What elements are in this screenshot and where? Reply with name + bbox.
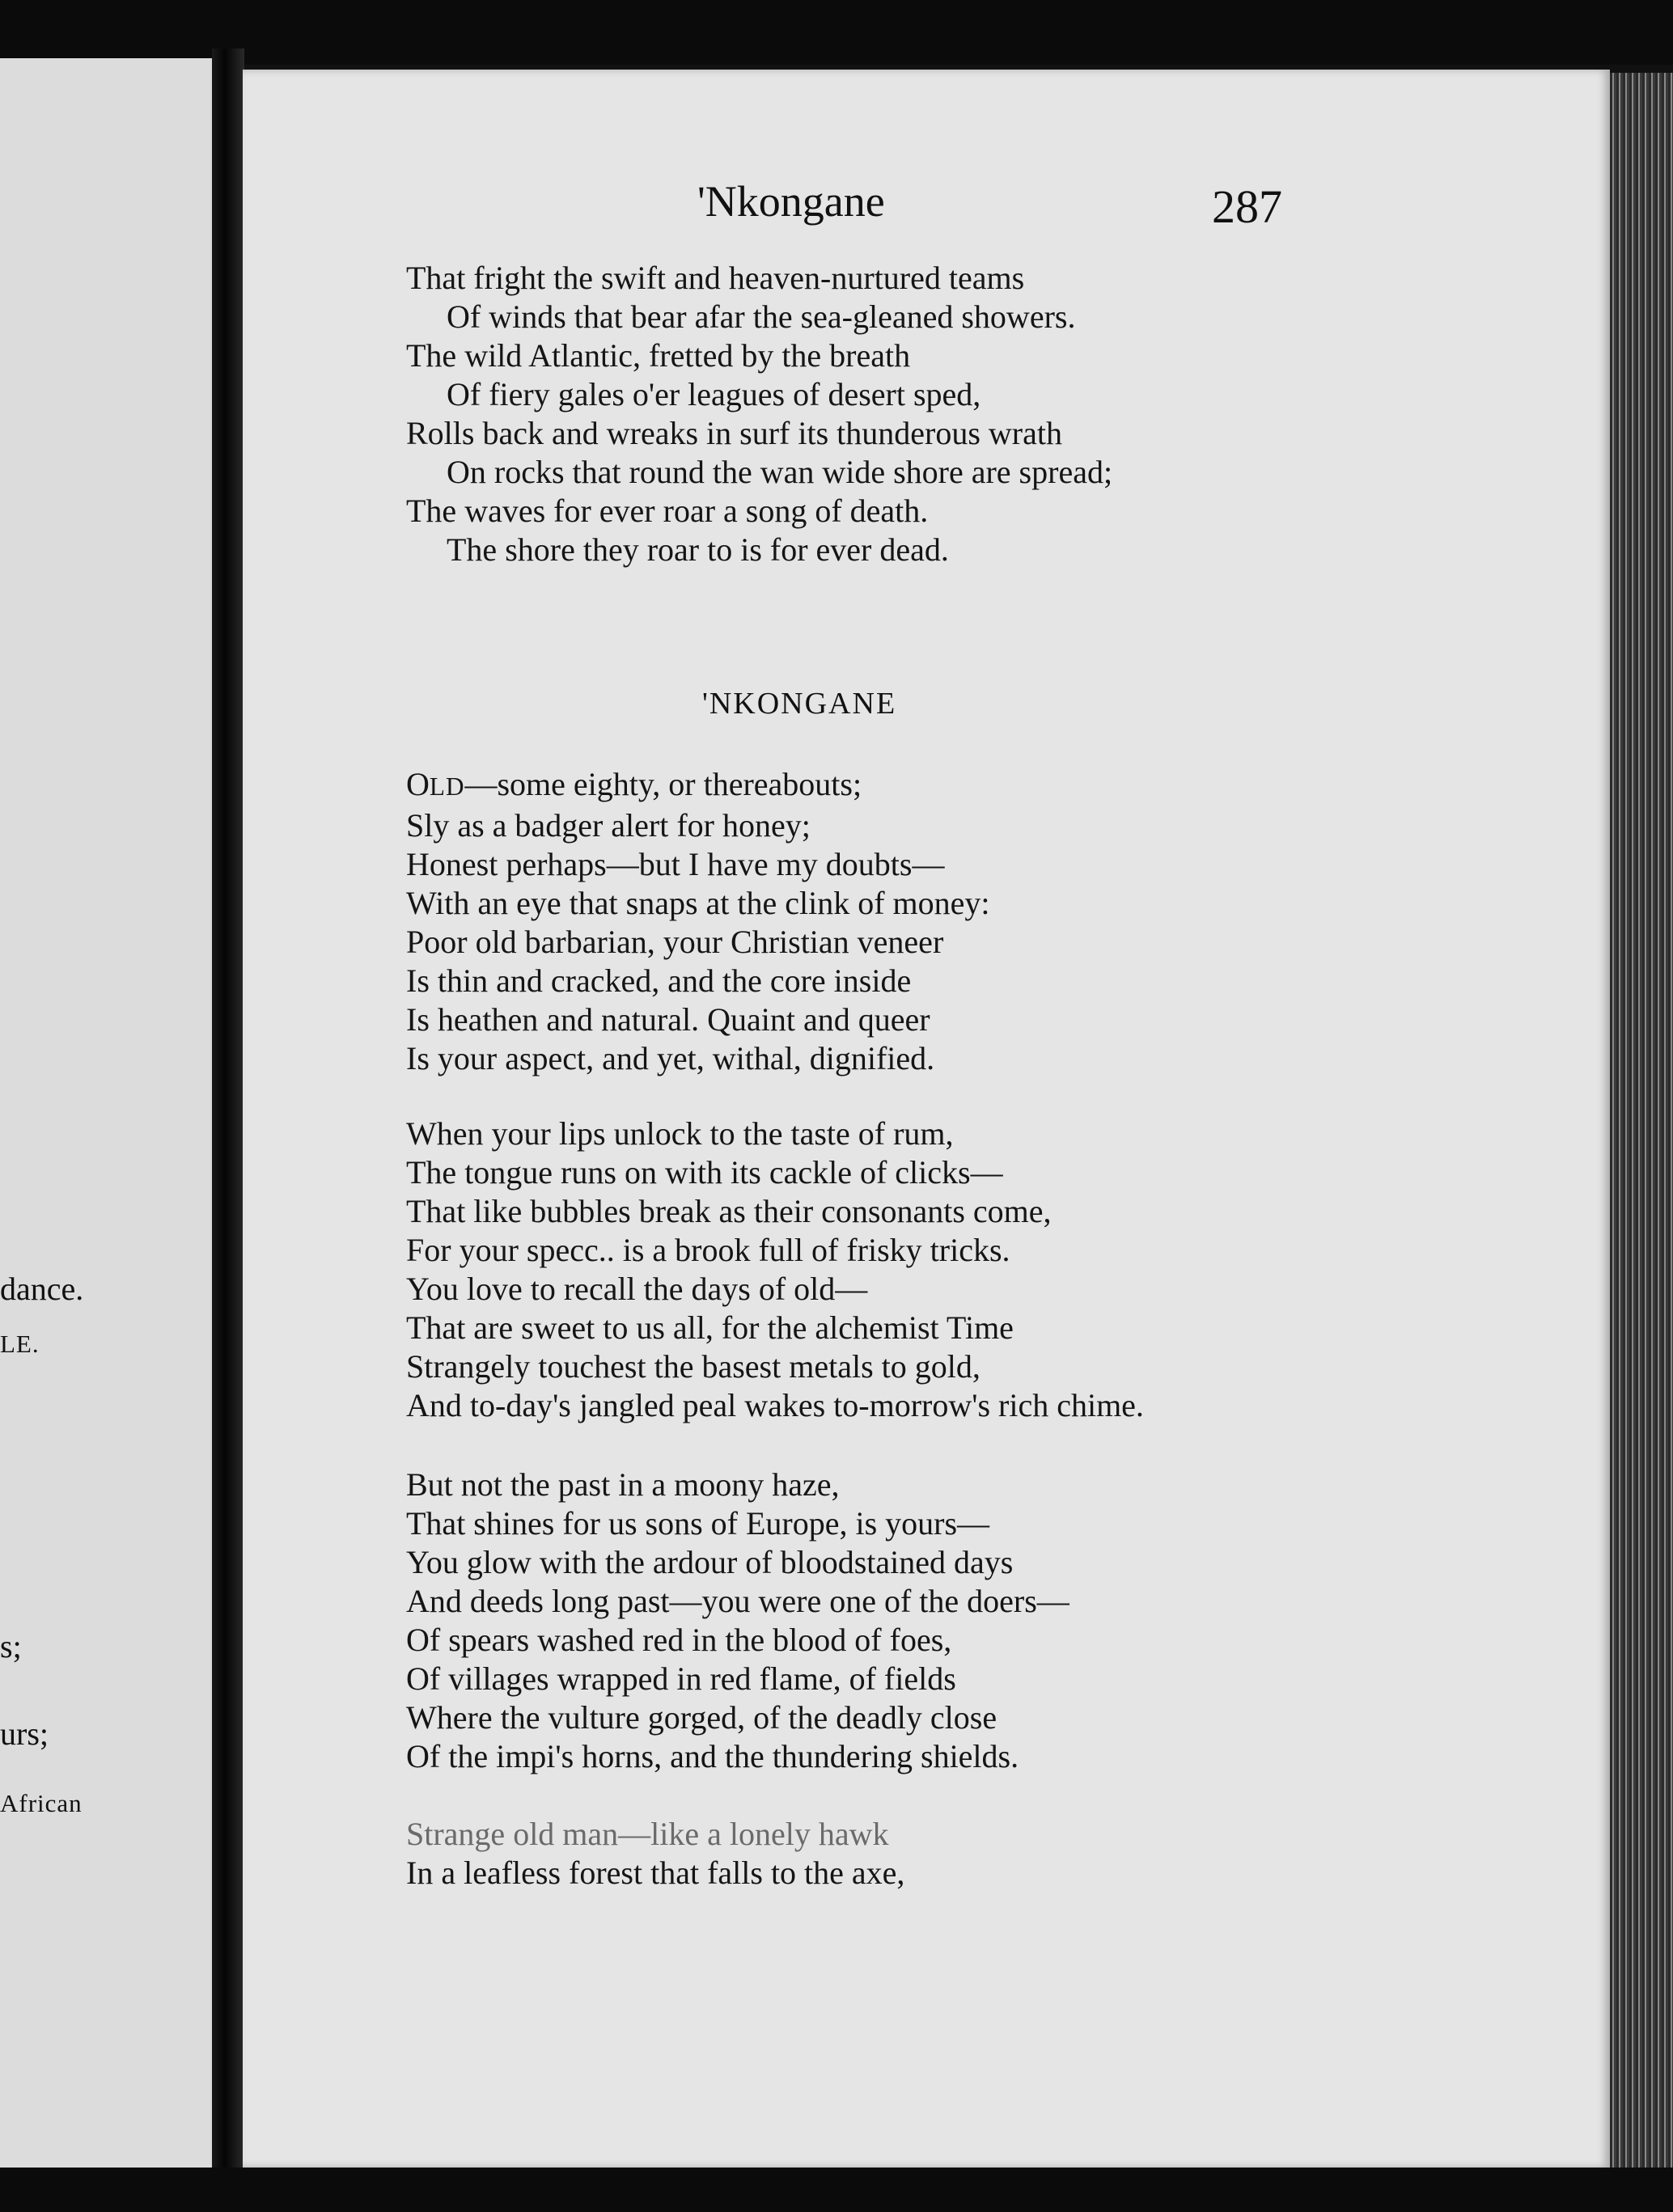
left-fragment-4: urs; [0, 1715, 49, 1752]
poem-line: And deeds long past—you were one of the doers— [406, 1583, 1069, 1619]
poem-line: That are sweet to us all, for the alchemist Time [406, 1309, 1014, 1346]
book-gutter [212, 49, 244, 2184]
poem-line: Is your aspect, and yet, withal, dignified. [406, 1040, 935, 1076]
poem-line: Is thin and cracked, and the core inside [406, 962, 912, 999]
poem-line: You love to recall the days of old— [406, 1271, 868, 1307]
poem-line: The wild Atlantic, fretted by the breath [406, 337, 911, 374]
poem-line: The waves for ever roar a song of death. [406, 493, 929, 529]
previous-page-edge [0, 58, 212, 2168]
poem-line: You glow with the ardour of bloodstained days [406, 1544, 1014, 1580]
poem-line-first [406, 765, 990, 806]
poem-line: Poor old barbarian, your Christian veneer [406, 924, 944, 960]
poem-line: Strange old man—like a lonely hawk [406, 1816, 889, 1852]
poem-line: The shore they roar to is for ever dead. [447, 531, 949, 568]
poem-line: Of the impi's horns, and the thundering shields. [406, 1738, 1019, 1774]
poem-line: Where the vulture gorged, of the deadly close [406, 1699, 997, 1736]
poem-line: Of winds that bear afar the sea-gleaned showers. [447, 298, 1076, 335]
poem-line: Strangely touchest the basest metals to gold, [406, 1348, 981, 1385]
poem-line: That fright the swift and heaven-nurtured teams [406, 260, 1025, 296]
poem-line: On rocks that round the wan wide shore are spread; [447, 454, 1113, 490]
poem-line: Of spears washed red in the blood of foes, [406, 1622, 952, 1658]
poem-line: Rolls back and wreaks in surf its thunderous wrath [406, 415, 1062, 451]
poem-line: That shines for us sons of Europe, is yours— [406, 1505, 990, 1542]
left-fragment-5: African [0, 1789, 83, 1817]
poem-line: With an eye that snaps at the clink of money: [406, 885, 990, 921]
running-title: 'Nkongane [697, 177, 885, 226]
poem-line: Honest perhaps—but I have my doubts— [406, 846, 945, 882]
poem-line: When your lips unlock to the taste of rum, [406, 1115, 954, 1152]
poem-line: In a leafless forest that falls to the axe, [406, 1855, 905, 1891]
poem-line: But not the past in a moony haze, [406, 1466, 840, 1503]
scan-bottom-border [0, 2168, 1673, 2212]
scan-top-border [0, 0, 1673, 65]
stanza-2 [406, 1114, 1144, 1425]
drop-word-initial: O [406, 766, 430, 802]
left-fragment-1: dance. [0, 1271, 84, 1307]
poem-line: Sly as a badger alert for honey; [406, 807, 811, 844]
poem-line: That like bubbles break as their consonants come, [406, 1193, 1052, 1229]
first-line-rest: —some eighty, or thereabouts; [464, 766, 862, 802]
poem-line: For your specc.. is a brook full of frisky tricks. [406, 1232, 1010, 1268]
poem-line: Is heathen and natural. Quaint and queer [406, 1001, 930, 1038]
drop-word-rest: LD [429, 772, 465, 801]
stanza-3 [406, 1466, 1069, 1776]
poem-line: And to-day's jangled peal wakes to-morrow's rich chime. [406, 1387, 1144, 1423]
stanza-1 [406, 765, 990, 1078]
poem-line: Of fiery gales o'er leagues of desert sped, [447, 376, 981, 412]
left-fragment-3: s; [0, 1628, 22, 1664]
poem-title: 'NKONGANE [702, 687, 897, 721]
page-number: 287 [1212, 180, 1282, 233]
page-edges [1610, 73, 1673, 2176]
poem-line: Of villages wrapped in red flame, of fields [406, 1660, 956, 1697]
stanza-4 [406, 1815, 904, 1893]
poem-line: The tongue runs on with its cackle of clicks— [406, 1154, 1003, 1191]
left-fragment-2: LE. [0, 1330, 40, 1358]
previous-poem-ending [406, 259, 1112, 569]
